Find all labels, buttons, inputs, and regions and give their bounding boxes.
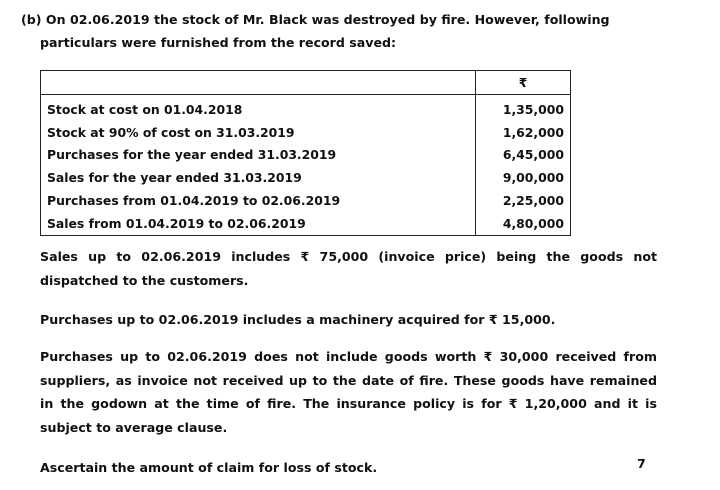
row-value: 4,80,000 xyxy=(476,212,571,235)
row-label: Stock at 90% of cost on 31.03.2019 xyxy=(47,124,295,140)
marks: 7 xyxy=(637,456,646,471)
row-value: 1,35,000 xyxy=(476,95,571,121)
note-goods-received: Purchases up to 02.06.2019 does not include goods worth ₹ 30,000 received from suppliers, as invoice not received up to the date of fire. These goods have remained in the godown at the time of fire. The insurance policy is for ₹ 1,20,000 and it is subject to average clause. xyxy=(40,349,657,435)
table-row xyxy=(41,95,571,121)
question-intro xyxy=(21,8,661,54)
table-header-row xyxy=(41,71,571,95)
row-value: 6,45,000 xyxy=(476,144,571,167)
row-value: 1,62,000 xyxy=(476,121,571,144)
table-row xyxy=(41,121,571,144)
particulars-table xyxy=(40,70,571,236)
table-row xyxy=(41,144,571,167)
row-value: 2,25,000 xyxy=(476,189,571,212)
row-label: Purchases for the year ended 31.03.2019 xyxy=(47,147,337,163)
note-machinery: Purchases up to 02.06.2019 includes a machinery acquired for ₹ 15,000. xyxy=(40,312,556,327)
table-row xyxy=(41,212,571,235)
table-row xyxy=(41,189,571,212)
row-label: Sales from 01.04.2019 to 02.06.2019 xyxy=(47,215,306,231)
table-row xyxy=(41,166,571,189)
row-label: Purchases from 01.04.2019 to 02.06.2019 xyxy=(47,193,341,209)
row-value: 9,00,000 xyxy=(476,166,571,189)
currency-header: ₹ xyxy=(476,71,571,95)
question-label: (b) xyxy=(21,12,42,27)
note-sales: Sales up to 02.06.2019 includes ₹ 75,000 (invoice price) being the goods not dispatched to the customers. xyxy=(40,249,657,288)
question-line-1: On 02.06.2019 the stock of Mr. Black was destroyed by fire. However, following xyxy=(45,12,610,27)
question-line-2: particulars were furnished from the record saved: xyxy=(40,35,397,50)
row-label: Stock at cost on 01.04.2018 xyxy=(47,101,243,117)
instruction: Ascertain the amount of claim for loss of stock. xyxy=(40,460,378,475)
row-label: Sales for the year ended 31.03.2019 xyxy=(47,170,302,186)
